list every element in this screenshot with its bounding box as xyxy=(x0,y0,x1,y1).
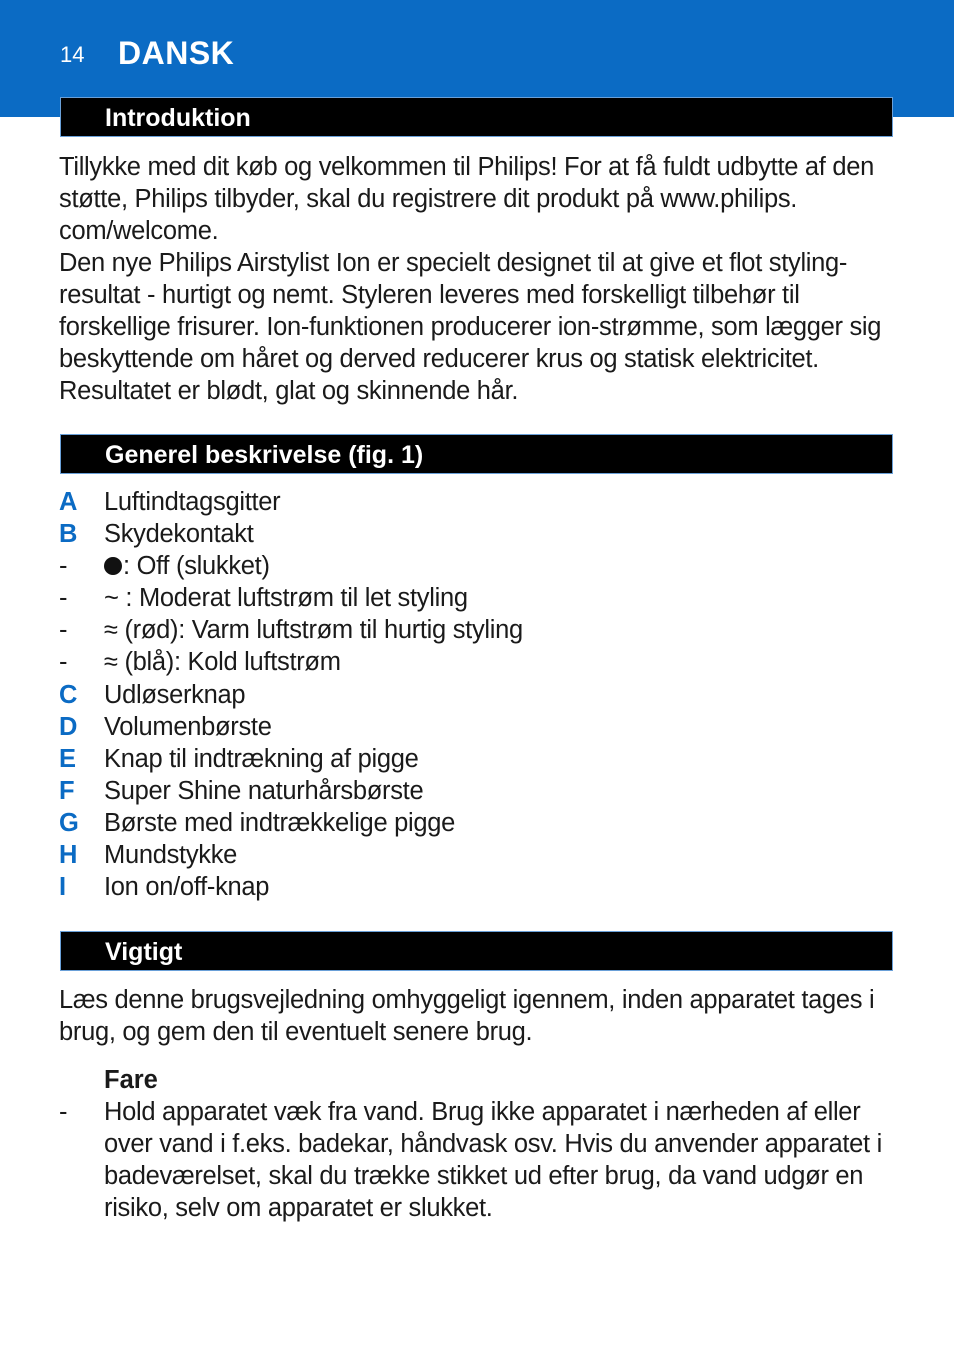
item-text: : Off (slukket) xyxy=(123,552,270,581)
list-item xyxy=(59,775,899,807)
parts-list xyxy=(59,486,899,903)
list-item xyxy=(59,646,899,678)
item-text: ≈ (blå): Kold luftstrøm xyxy=(104,648,341,677)
list-item xyxy=(59,711,899,743)
item-text: Ion on/off-knap xyxy=(104,873,270,902)
page-number: 14 xyxy=(60,42,85,67)
item-key: D xyxy=(59,712,78,741)
item-key: F xyxy=(59,776,75,805)
item-dash: - xyxy=(59,1098,68,1126)
important-paragraph: Læs denne brugsvejledning omhyggeligt igennem, inden apparatet tages i brug, og gem den til eventuelt senere brug. xyxy=(59,986,875,1046)
item-text: Volumenbørste xyxy=(104,712,272,741)
item-dash: - xyxy=(59,616,68,645)
item-text: ≈ (rød): Varm luftstrøm til hurtig styling xyxy=(104,616,523,645)
list-item xyxy=(59,839,899,871)
item-text: Mundstykke xyxy=(104,841,238,870)
section-heading-introduction: Introduktion xyxy=(60,97,893,137)
item-text: ~ : Moderat luftstrøm til let styling xyxy=(104,584,468,613)
danger-item xyxy=(59,1096,899,1224)
list-item xyxy=(59,807,899,839)
item-dash: - xyxy=(59,552,68,581)
item-text: Skydekontakt xyxy=(104,520,254,549)
item-key: H xyxy=(59,841,78,870)
intro-paragraph-1: Tillykke med dit køb og velkommen til Philips! For at få fuldt udbytte af den støtte, Philips tilbyder, skal du registrere dit produkt på www.philips. com/welcome. xyxy=(59,153,874,245)
item-key: E xyxy=(59,744,76,773)
list-item xyxy=(59,518,899,550)
item-text: Udløserknap xyxy=(104,680,246,709)
list-item xyxy=(59,550,899,582)
intro-paragraph-2: Den nye Philips Airstylist Ion er specielt designet til at give et flot styling-resultat - hurtigt og nemt. Styleren leveres med forskelligt tilbehør til forskellige frisurer. Ion-funktionen producerer ion-strømme, som lægger sig beskyttende om håret og derved reducerer krus og statisk elektricitet. Resultatet er blødt, glat og skinnende hår. xyxy=(59,249,882,405)
item-dash: - xyxy=(59,648,68,677)
list-item xyxy=(59,614,899,646)
item-key: B xyxy=(59,520,78,549)
section-heading-general-description: Generel beskrivelse (fig. 1) xyxy=(60,434,893,474)
item-dash: - xyxy=(59,584,68,613)
item-key: I xyxy=(59,873,66,902)
off-dot-icon xyxy=(104,557,122,575)
item-key: G xyxy=(59,808,79,837)
list-item xyxy=(59,871,899,903)
list-item xyxy=(59,486,899,518)
item-text: Super Shine naturhårsbørste xyxy=(104,776,424,805)
danger-heading: Fare xyxy=(104,1066,158,1094)
list-item xyxy=(59,679,899,711)
danger-text: Hold apparatet væk fra vand. Brug ikke apparatet i nærheden af eller over vand i f.eks. badekar, håndvask osv. Hvis du anvender apparatet i badeværelset, skal du trække stikket ud efter brug, da vand udgør en risiko, selv om apparatet er slukket. xyxy=(104,1098,882,1222)
item-text: Knap til indtrækning af pigge xyxy=(104,744,419,773)
item-key: C xyxy=(59,680,78,709)
list-item xyxy=(59,582,899,614)
item-text: Børste med indtrækkelige pigge xyxy=(104,808,456,837)
list-item xyxy=(59,743,899,775)
item-text: Luftindtagsgitter xyxy=(104,488,281,516)
language-title: DANSK xyxy=(118,35,235,71)
section-heading-important: Vigtigt xyxy=(60,931,893,971)
item-key: A xyxy=(59,488,78,516)
